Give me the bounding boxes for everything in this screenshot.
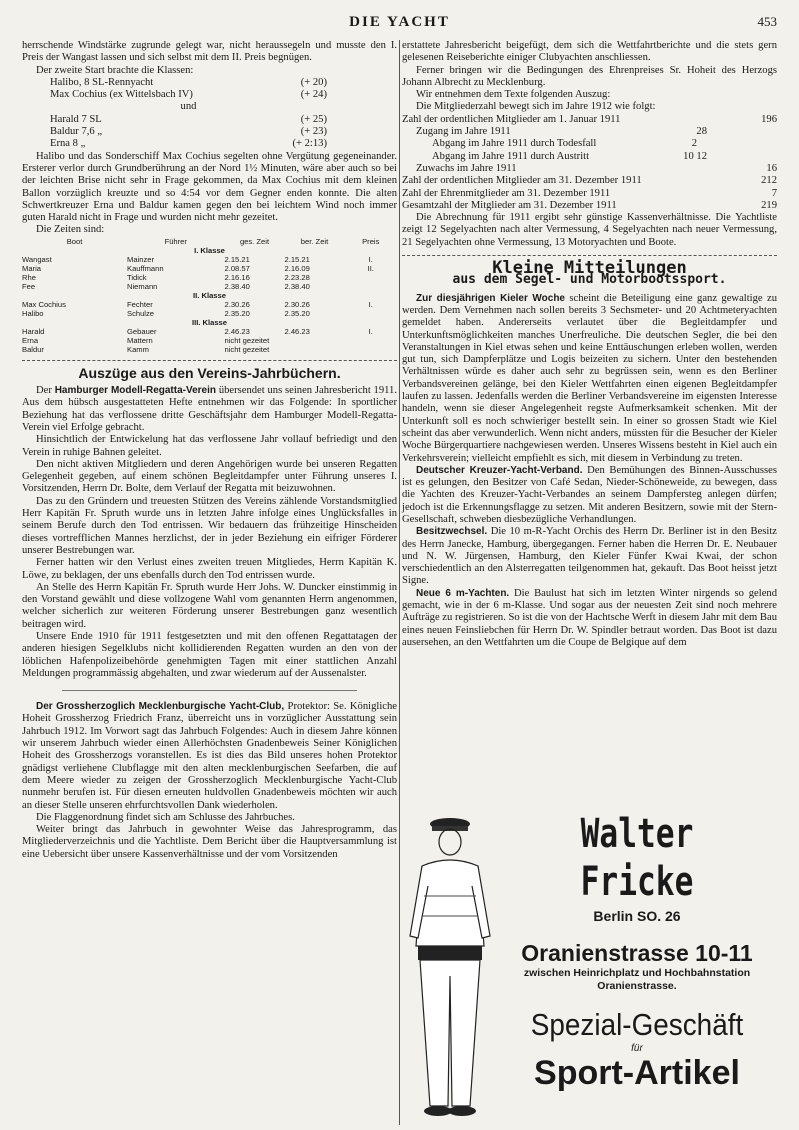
- paragraph: Die Zeiten sind:: [36, 224, 105, 236]
- list-item: Halibo, 8 SL-Rennyacht (+ 20): [50, 76, 327, 88]
- section-subheading: aus dem Segel- und Motorbootssport.: [452, 272, 727, 288]
- section-heading: Kleine Mitteilungen: [492, 258, 687, 279]
- list-item: Zahl der Ehrenmitglieder am 31. Dezember 1911 7: [402, 187, 777, 199]
- paragraph: Die Abrechnung für 1911 ergibt sehr günstige Kassenverhältnisse. Die Yachtliste zeigt 12 Segelyachten nach alter Vermessung, 4 Segelyachten nach neuer Vermessung, 21 Segelyachten ohne Vermessung, 13 Motoryachten und Boote.: [402, 212, 777, 248]
- paragraph: herrschende Windstärke zugrunde gelegt war, nicht heraussegeln und musste den I. Preis der Wangast lassen und sich selbst mit dem II. Preis begnügen.: [22, 40, 397, 64]
- section-rule: [62, 690, 357, 691]
- start-list: [22, 77, 397, 151]
- list-item: Abgang im Jahre 1911 durch Todesfall 2: [432, 138, 697, 150]
- paragraph: Neue 6 m-Yachten. Die Baulust hat sich im letzten Winter nirgends so gelend gemacht, wie in der 6 m-Klasse. Und sogar aus der neuesten Zeit sind noch mehrere Aufträge zu registrieren. So ist die von der Hachtsche Werft in diesem Jahr mit dem Bau eines neuen Feinsliebchen für Herrn Dr. W. Spindler betraut worden. Das Boot ist dazu ausersehen, an den Wettfahrten um die Coupe de Belgique auf dem: [402, 587, 777, 648]
- list-item: und: [180, 101, 197, 113]
- paragraph: Ferner bringen wir die Bedingungen des Ehrenpreises Sr. Hoheit des Herzogs Johann Albrecht zu Mecklenburg.: [402, 64, 777, 88]
- page-number: 453: [757, 14, 777, 29]
- advertisement: [402, 806, 777, 1124]
- class-heading: II. Klasse: [193, 290, 226, 300]
- table-header: Boot Führer ges. Zeit ber. Zeit Preis: [66, 236, 380, 246]
- ad-spezial: Spezial-Geschäft: [530, 1007, 744, 1042]
- table-row: Max Cochius Fechter 2.30.26 2.30.26 I.: [22, 299, 373, 309]
- paragraph: Ferner hatten wir den Verlust eines zweiten treuen Mitgliedes, Herrn Kapitän K. Löwe, zu beklagen, der uns ebenfalls durch den Tod entrissen wurde.: [22, 557, 397, 581]
- paragraph: Deutscher Kreuzer-Yacht-Verband. Den Bemühungen des Binnen-Ausschusses ist es gelungen, den Besitzer von Café Sedan, Nieder-Schöneweide, zu bewegen, dass die Yachten des Kreuzer-Yacht-Verbandes an seinem Dampfersteg anlegen dürfen; jedoch ist die Erkennungsflagge zu setzen. Mit anderen Besitzern, sowie mit der Stern-Gesellschaft, schweben diesbezügliche Verhandlungen.: [402, 464, 777, 525]
- paragraph: Besitzwechsel. Die 10 m-R-Yacht Orchis des Herrn Dr. Berliner ist in den Besitz des Herrn Janecke, Hamburg, übergegangen. Ferner haben die Herren Dr. E. Neubauer und N. W. Jürgensen, Hamburg, den Kieler Fünfer Kwai Kwai, der schon verschiedentlich an den Alsterregatten teilgenommen hat, gekauft. Das Boot heisst jetzt Signe.: [402, 526, 777, 587]
- table-row: Fee Niemann 2.38.40 2.38.40: [22, 281, 310, 291]
- journal-title: DIE YACHT: [349, 14, 450, 30]
- paragraph: erstattete Jahresbericht beigefügt, dem sich die Wettfahrtberichte und die stets gern gelesenen Reiseberichte einiger Clubyachten anschliessen.: [402, 40, 777, 64]
- list-item: Abgang im Jahre 1911 durch Austritt 10 12: [432, 150, 707, 162]
- column-divider: [399, 40, 400, 1125]
- section-rule: [22, 360, 397, 361]
- class-heading: I. Klasse: [194, 245, 225, 255]
- right-column: [402, 40, 777, 649]
- table-row: Baldur Kamm nicht gezeitet: [22, 344, 270, 354]
- section-rule: [402, 255, 777, 256]
- paragraph: Der Hamburger Modell-Regatta-Verein übersendet uns seinen Jahresbericht 1911. Aus dem hübsch ausgestatteten Hefte entnehmen wir das Folgende: In sportlicher Beziehung hat das verflossene dritte Geschäftsjahr dem Hamburger Modell-Regatta-Verein viel Erfolge gebracht.: [22, 385, 398, 433]
- paragraph: Das zu den Gründern und treuesten Stützen des Vereins zählende Vorstandsmitglied Herr Kapitän Fr. Spruth wurde uns in letzten Jahre infolge eines Unglücksfalles in seinem Berufe durch den Tod entrissen. Wir bedauern das frühzeitige Hinscheiden dieses vortrefflichen Mannes herzlichst, der in jeder Beziehung ein eifriger Förderer unserer Bestrebungen war.: [22, 495, 397, 556]
- list-item: Zahl der ordentlichen Mitglieder am 1. Januar 1911 196: [402, 113, 777, 125]
- list-item: Erna 8 „ (+ 2:13): [50, 138, 327, 150]
- paragraph: An Stelle des Herrn Kapitän Fr. Spruth wurde Herr Johs. W. Duncker einstimmig in den Vorstand gewählt und diese vollzogene Wahl vom genannten Herrn angenommen, welcher sicherlich zur weiteren Förderung unserer Bestrebungen ganz wesentlich beitragen wird.: [22, 581, 397, 630]
- paragraph: Den nicht aktiven Mitgliedern und deren Angehörigen wurde bei unseren Regatten Gelegenheit gegeben, auf einem schönen Begleitdampfer unter Führung unseres I. Vorsitzenden, Herrn Dr. Bolte, dem Verlauf der Regatta mit beizuwohnen.: [22, 458, 397, 495]
- table-row: Halibo Schulze 2.35.20 2.35.20: [22, 308, 310, 318]
- company-name: Walter Fricke: [580, 811, 694, 905]
- paragraph: Weiter bringt das Jahrbuch in gewohnter Weise das Jahresprogramm, das Mitgliederverzeichnis und die Yachtliste. Dem Bericht über die Hauptversammlung ist eine Uebersicht über unsere Kassenverhältnisse und der vom Vorsitzenden: [22, 824, 397, 860]
- section-heading: Auszüge aus den Vereins-Jahrbüchern.: [78, 364, 341, 381]
- list-item: Zahl der ordentlichen Mitglieder am 31. Dezember 1911 212: [402, 175, 777, 187]
- paragraph: Der zweite Start brachte die Klassen:: [36, 64, 194, 76]
- company-city: Berlin SO. 26: [593, 908, 681, 924]
- paragraph: Zur diesjährigen Kieler Woche scheint die Beteiligung eine ganz gewaltige zu werden. Dem Vernehmen nach sollen bereits 3 Sechsmeter- und 20 Achtmeteryachten gemeldet haben. Andererseits verlautet über die Begleitdampfer und Unterkunftsmöglichkeiten manches Unerfreuliche. Die deutschen Segler, die bei den Veranstaltungen in Kiel etwas sehen und keine Enttäuschungen erleben wollen, werden gut tun, sich Dampferplätze und Logis beizeiten zu sichern. Unter den bestehenden Verhältnissen würde es daher auch sehr zu begrüssen sein, wenn es den Berliner Verbandsvereinen gelänge, bei den Kieler Wettfahrten einen eigenen Begleitdampfer laufen zu lassen. Jedenfalls werden die Berliner Verbandsvereine im eigensten Interesse handeln, wenn sie dieser Angelegenheit regste Aufmerksamkeit schenken. Mit der Unterkunft soll es noch schwieriger bestellt sein. In einer so grossen Stadt wie Kiel scheint das aber verwunderlich. Wenn nicht anders, müssten für die Besucher der Kieler Woche Bürgerquartiere nachgewiesen werden. Unseres Wissens besteht in Kiel auch ein Verkehrsverein; vielleicht empfiehlt es sich, mit diesem in Verbindung zu treten.: [402, 292, 777, 464]
- table-row: Harald Gebauer 2.46.23 2.46.23 I.: [22, 326, 373, 336]
- member-stats: [402, 114, 777, 212]
- list-item: Zuwachs im Jahre 1911 16: [416, 162, 777, 174]
- ad-sport: Sport-Artikel: [534, 1054, 740, 1092]
- paragraph: Hinsichtlich der Entwickelung hat das verflossene Jahr vollauf befriedigt und den Verein in ruhige Bahnen geleitet.: [22, 434, 397, 458]
- paragraph: Die Mitgliederzahl bewegt sich im Jahre 1912 wie folgt:: [416, 101, 656, 113]
- sailor-figure-illustration: [402, 806, 497, 1124]
- list-item: Gesamtzahl der Mitglieder am 31. Dezember 1911 219: [402, 199, 777, 211]
- left-column: [22, 40, 397, 861]
- ad-fuer: für: [631, 1043, 643, 1054]
- table-row: Wangast Mainzer 2.15.21 2.15.21 I.: [22, 254, 373, 264]
- results-table: [22, 237, 397, 354]
- class-heading: III. Klasse: [191, 317, 228, 327]
- table-row: Rhe Tidick 2.16.16 2.23.28: [22, 272, 310, 282]
- company-street: Oranienstrasse 10-11: [521, 940, 753, 966]
- list-item: Harald 7 SL (+ 25): [50, 113, 327, 125]
- paragraph: Unsere Ende 1910 für 1911 festgesetzten und mit den offenen Regattatagen der anderen hiesigen Segelklubs nicht kollidierenden Regatten wurden an den von der löblichen Hafenpolizeibehörde genehmigten Tagen mit einer stattlichen Anzahl Meldungen programmässig abgehalten, und zwar wiederum auf der Aussenalster.: [22, 630, 397, 679]
- paragraph: Wir entnehmen dem Texte folgenden Auszug:: [416, 89, 611, 101]
- paragraph: Halibo und das Sonderschiff Max Cochius segelten ohne Vergütung gegeneinander. Ersterer verlor durch Grundberührung an der Nord 1½ Minuten, wäre aber auch so bei der leichten Brise nicht sehr in Frage gekommen, da Max Cochius mit dem kleinen Ballon vorzüglich kreuzte und so 4:54 vor dem Gegner enden konnte. Die alten Schwertkreuzer Erna und Baldur kamen gegen den bei leichtem Wind noch immer guten Harald nicht in Frage und wurden nicht mehr gezeitet.: [22, 150, 397, 224]
- table-row: Maria Kauffmann 2.08.57 2.16.09 II.: [22, 263, 374, 273]
- paragraph: Der Grossherzoglich Mecklenburgische Yacht-Club, Protektor: Se. Königliche Hoheit Grossherzog Friedrich Franz, überreicht uns in vorzüglicher Ausstattung sein Jahrbuch 1912. Im Vorwort sagt das Jahrbuch Folgendes: Auch in diesem Jahre können wir unserem Jahrbuch wieder einen Allerhöchsten Gnadenbeweis Seiner Königlichen Hoheit des Grossherzogs voranstellen. Es ist dies das Bild unseres hohen Protektor gnädigst verliehene Clubflagge mit den alten mecklenburgischen Seefarben, die auf dem Meere wieder zu zeigen der Grossherzoglich Mecklenburgische Yacht-Club nunmehr berufen ist. Für diesen erneuten huldvollen Gnadenbeweis möchten wir auch an dieser Stelle unseren ehrfurchtsvollen Dank wiederholen.: [22, 701, 397, 811]
- page-header: [22, 14, 777, 34]
- list-item: Max Cochius (ex Wittelsbach IV) (+ 24): [50, 89, 327, 101]
- company-location: zwischen Heinrichplatz und Hochbahnstation Oranienstrasse.: [523, 967, 751, 992]
- list-item: Zugang im Jahre 1911 28: [416, 126, 707, 138]
- advertisement-text: [497, 806, 777, 1093]
- table-row: Erna Mattern nicht gezeitet: [22, 335, 270, 345]
- paragraph: Die Flaggenordnung findet sich am Schlusse des Jahrbuches.: [36, 811, 295, 823]
- list-item: Baldur 7,6 „ (+ 23): [50, 126, 327, 138]
